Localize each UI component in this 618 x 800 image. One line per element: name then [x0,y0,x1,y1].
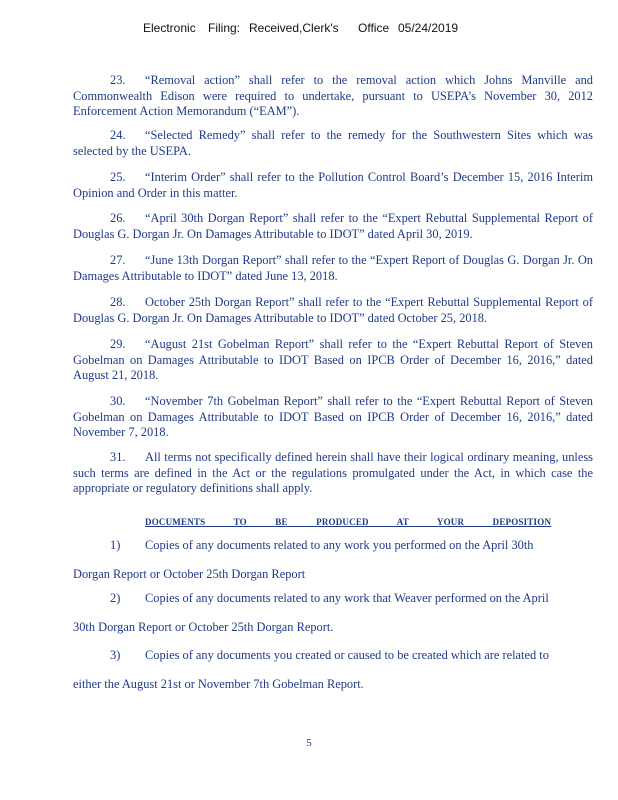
paragraph-number: 26. [110,211,126,225]
definition-paragraph [73,337,593,384]
paragraph-text: October 25th Dorgan Report” shall refer to the “Expert Rebuttal Supplemental Report of Douglas G. Dorgan Jr. On Damages Attributable to IDOT” dated October 25, 2018. [73,295,593,325]
definition-paragraph [73,73,593,120]
page-number: 5 [306,737,312,749]
stamp-received: Received,Clerk's [249,21,339,35]
request-number: 2) [110,591,121,605]
request-text-line1: Copies of any documents you created or caused to be created which are related to [145,648,549,662]
paragraph-number: 27. [110,253,126,267]
definition-paragraph [73,295,593,326]
request-text-line1: Copies of any documents related to any work that Weaver performed on the April [145,591,549,605]
stamp-office: Office [358,21,390,35]
request-text-line2: Dorgan Report or October 25th Dorgan Report [73,566,306,581]
paragraph-number: 31. [110,450,126,464]
request-item [73,648,593,692]
request-item [73,591,593,635]
paragraph-text: All terms not specifically defined herein shall have their logical ordinary meaning, unless such terms are defined in the Act or the regulations promulgated under the Act, in which case the appropriate or regulatory definitions shall apply. [73,450,593,495]
request-number: 1) [110,538,121,552]
request-text-line2: 30th Dorgan Report or October 25th Dorgan Report. [73,619,334,634]
definition-paragraph [73,394,593,441]
stamp-filing: Filing: [208,21,241,35]
paragraph-text: “Removal action” shall refer to the removal action which Johns Manville and Commonwealth Edison were required to undertake, pursuant to USEPA’s November 30, 2012 Enforcement Action Memorandum (“EAM”). [73,73,593,118]
definition-paragraph [73,128,593,159]
request-item [73,538,593,582]
definition-paragraph [73,450,593,497]
paragraph-text: “November 7th Gobelman Report” shall refer to the “Expert Rebuttal Report of Steven Gobelman on Damages Attributable to IDOT Based on IPCB Order of December 16, 2016,” dated November 7, 2018. [73,394,593,439]
paragraph-text: “April 30th Dorgan Report” shall refer to the “Expert Rebuttal Supplemental Report of Douglas G. Dorgan Jr. On Damages Attributable to IDOT” dated April 30, 2019. [73,211,593,241]
section-heading: DOCUMENTS TO BE PRODUCED AT YOUR DEPOSITION [145,517,552,527]
definition-paragraph [73,253,593,284]
paragraph-number: 30. [110,394,126,408]
request-number: 3) [110,648,121,662]
paragraph-text: “August 21st Gobelman Report” shall refer to the “Expert Rebuttal Report of Steven Gobelman on Damages Attributable to IDOT Based on IPCB Order of December 16, 2016,” dated August 21, 2018. [73,337,593,382]
paragraph-number: 29. [110,337,126,351]
request-text-line1: Copies of any documents related to any work you performed on the April 30th [145,538,534,552]
paragraph-number: 24. [110,128,126,142]
definition-paragraph [73,211,593,242]
paragraph-number: 23. [110,73,126,87]
paragraph-number: 28. [110,295,126,309]
definition-paragraph [73,170,593,201]
stamp-electronic: Electronic [143,21,196,35]
stamp-date: 05/24/2019 [398,21,459,35]
paragraph-text: “Selected Remedy” shall refer to the remedy for the Southwestern Sites which was selected by the USEPA. [73,128,593,158]
request-text-line2: either the August 21st or November 7th Gobelman Report. [73,676,364,691]
paragraph-number: 25. [110,170,126,184]
paragraph-text: “Interim Order” shall refer to the Pollution Control Board’s December 15, 2016 Interim Opinion and Order in this matter. [73,170,593,200]
paragraph-text: “June 13th Dorgan Report” shall refer to the “Expert Report of Douglas G. Dorgan Jr. On Damages Attributable to IDOT” dated June 13, 2018. [73,253,593,283]
